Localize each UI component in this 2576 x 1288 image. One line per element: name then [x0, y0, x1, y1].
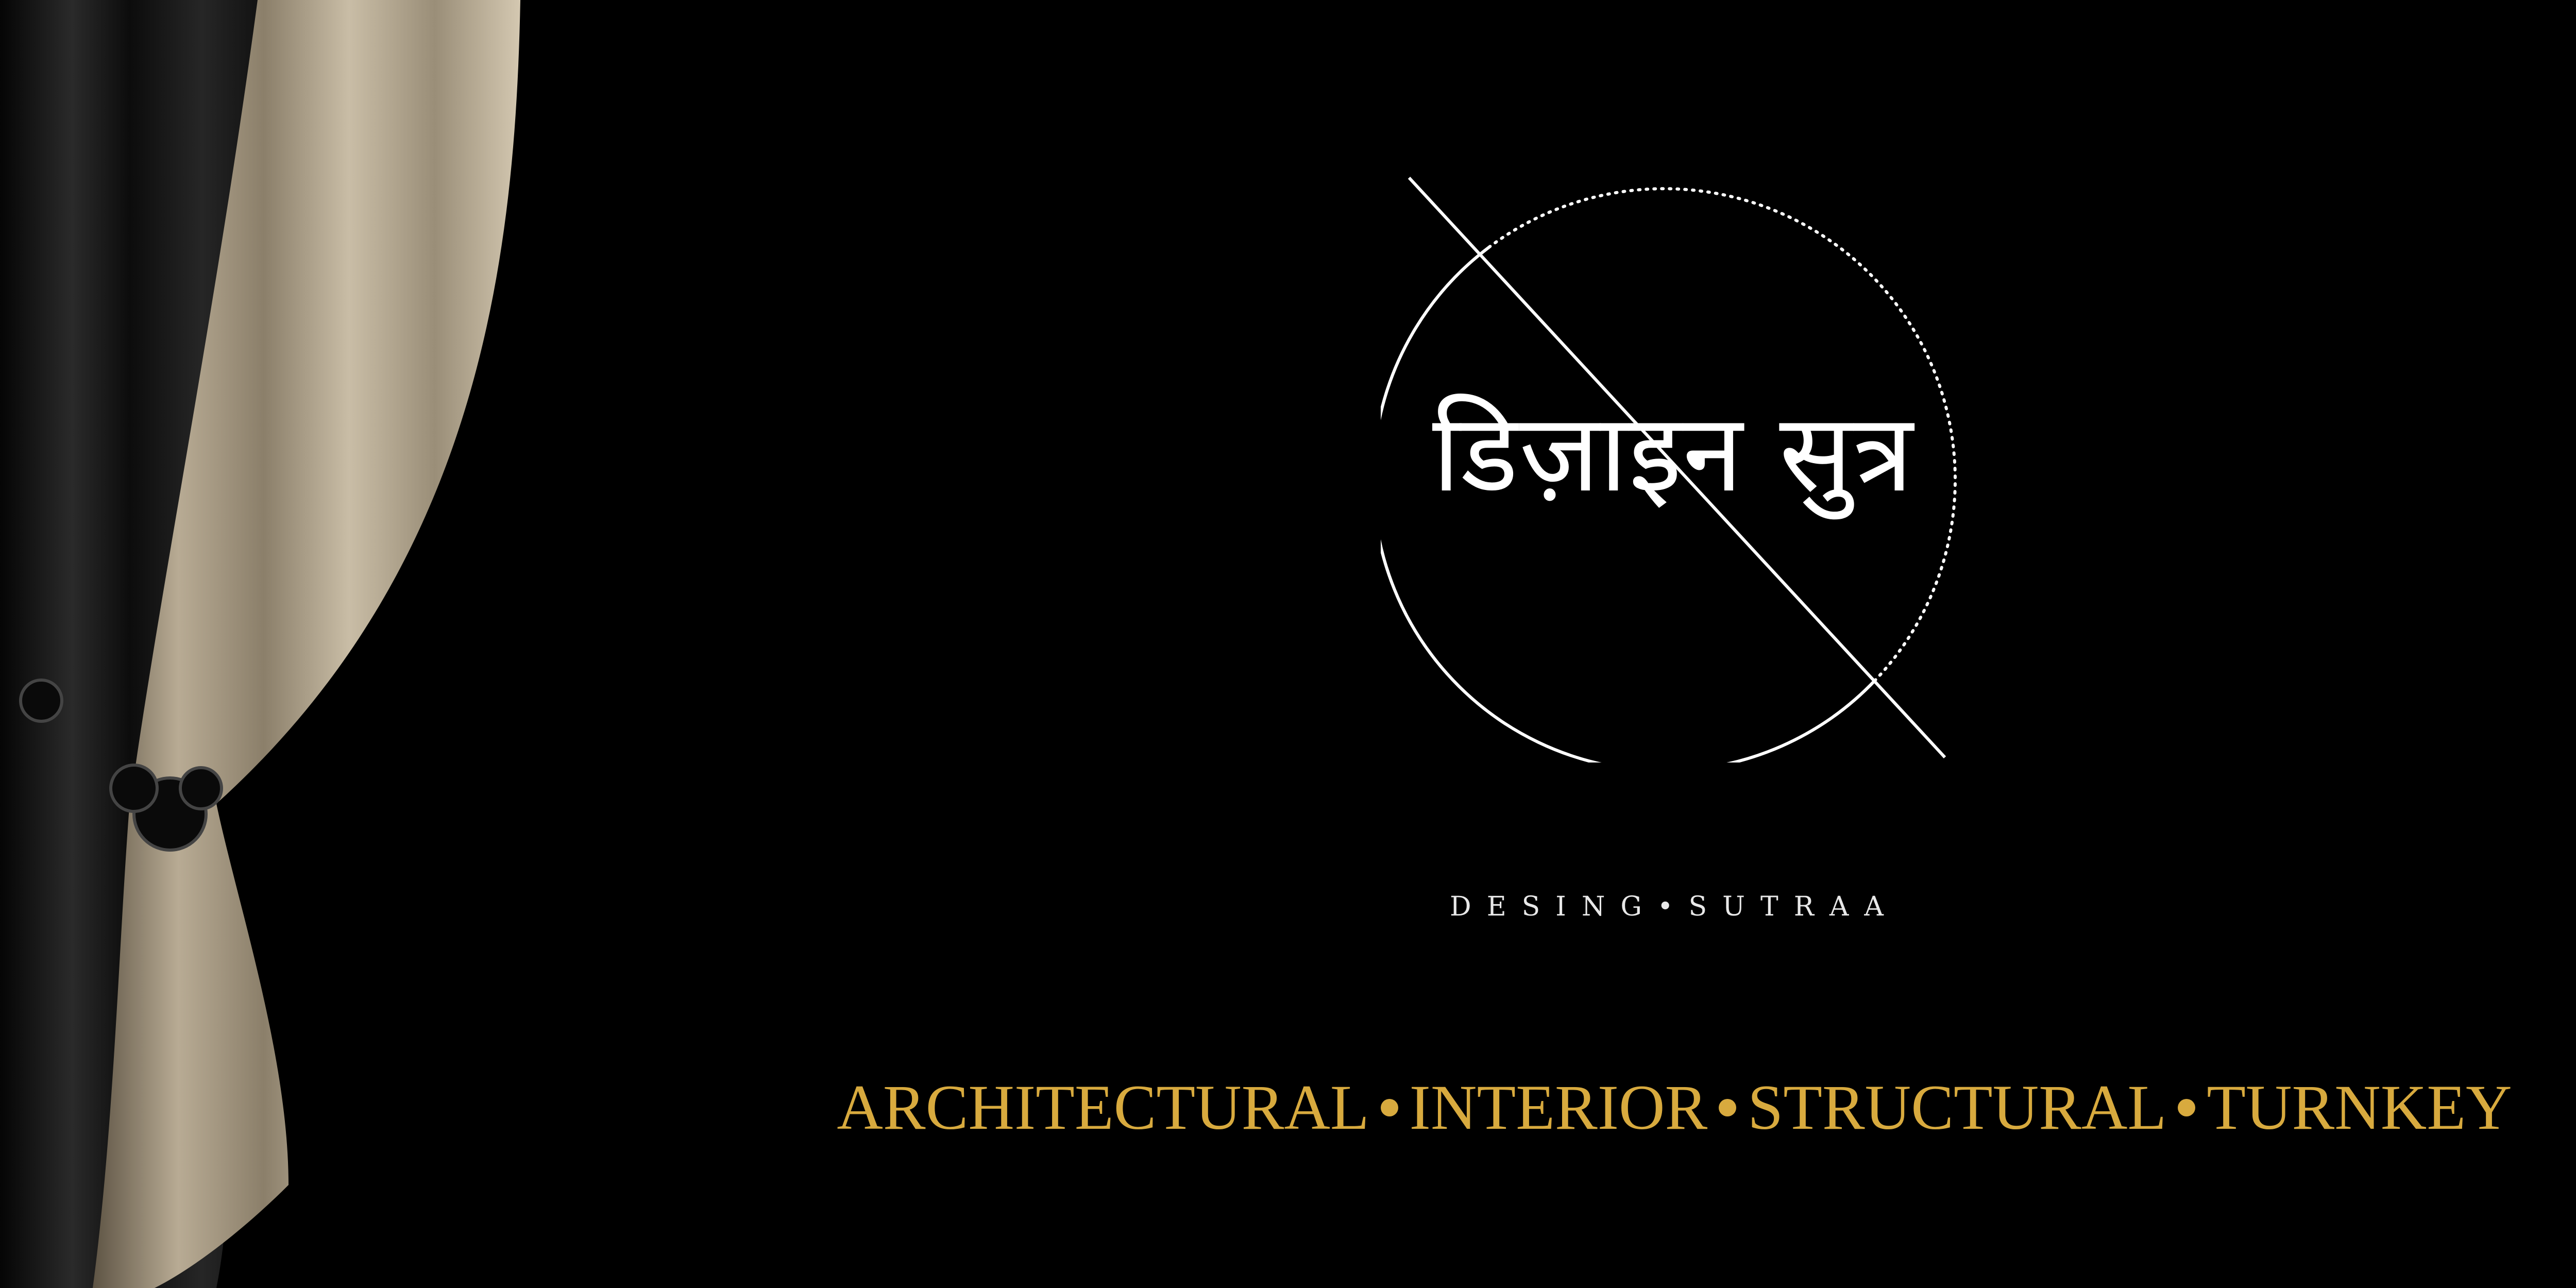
logo-hindi-wordmark: डिज़ाइन सुत्र — [1432, 390, 1914, 516]
left-curtain — [0, 0, 526, 1288]
bullet-dot-icon — [1381, 1099, 1398, 1116]
bullet-dot-icon — [1719, 1099, 1736, 1116]
services-tagline — [773, 1061, 2576, 1154]
bullet-dot-icon — [2178, 1099, 2195, 1116]
service-turnkey: TURNKEY — [2207, 1072, 2512, 1143]
service-interior: INTERIOR — [1409, 1072, 1708, 1143]
logo-latin-name: DESING•SUTRAA — [1450, 891, 1899, 922]
service-structural: STRUCTURAL — [1748, 1072, 2167, 1143]
service-architectural: ARCHITECTURAL — [837, 1072, 1369, 1143]
